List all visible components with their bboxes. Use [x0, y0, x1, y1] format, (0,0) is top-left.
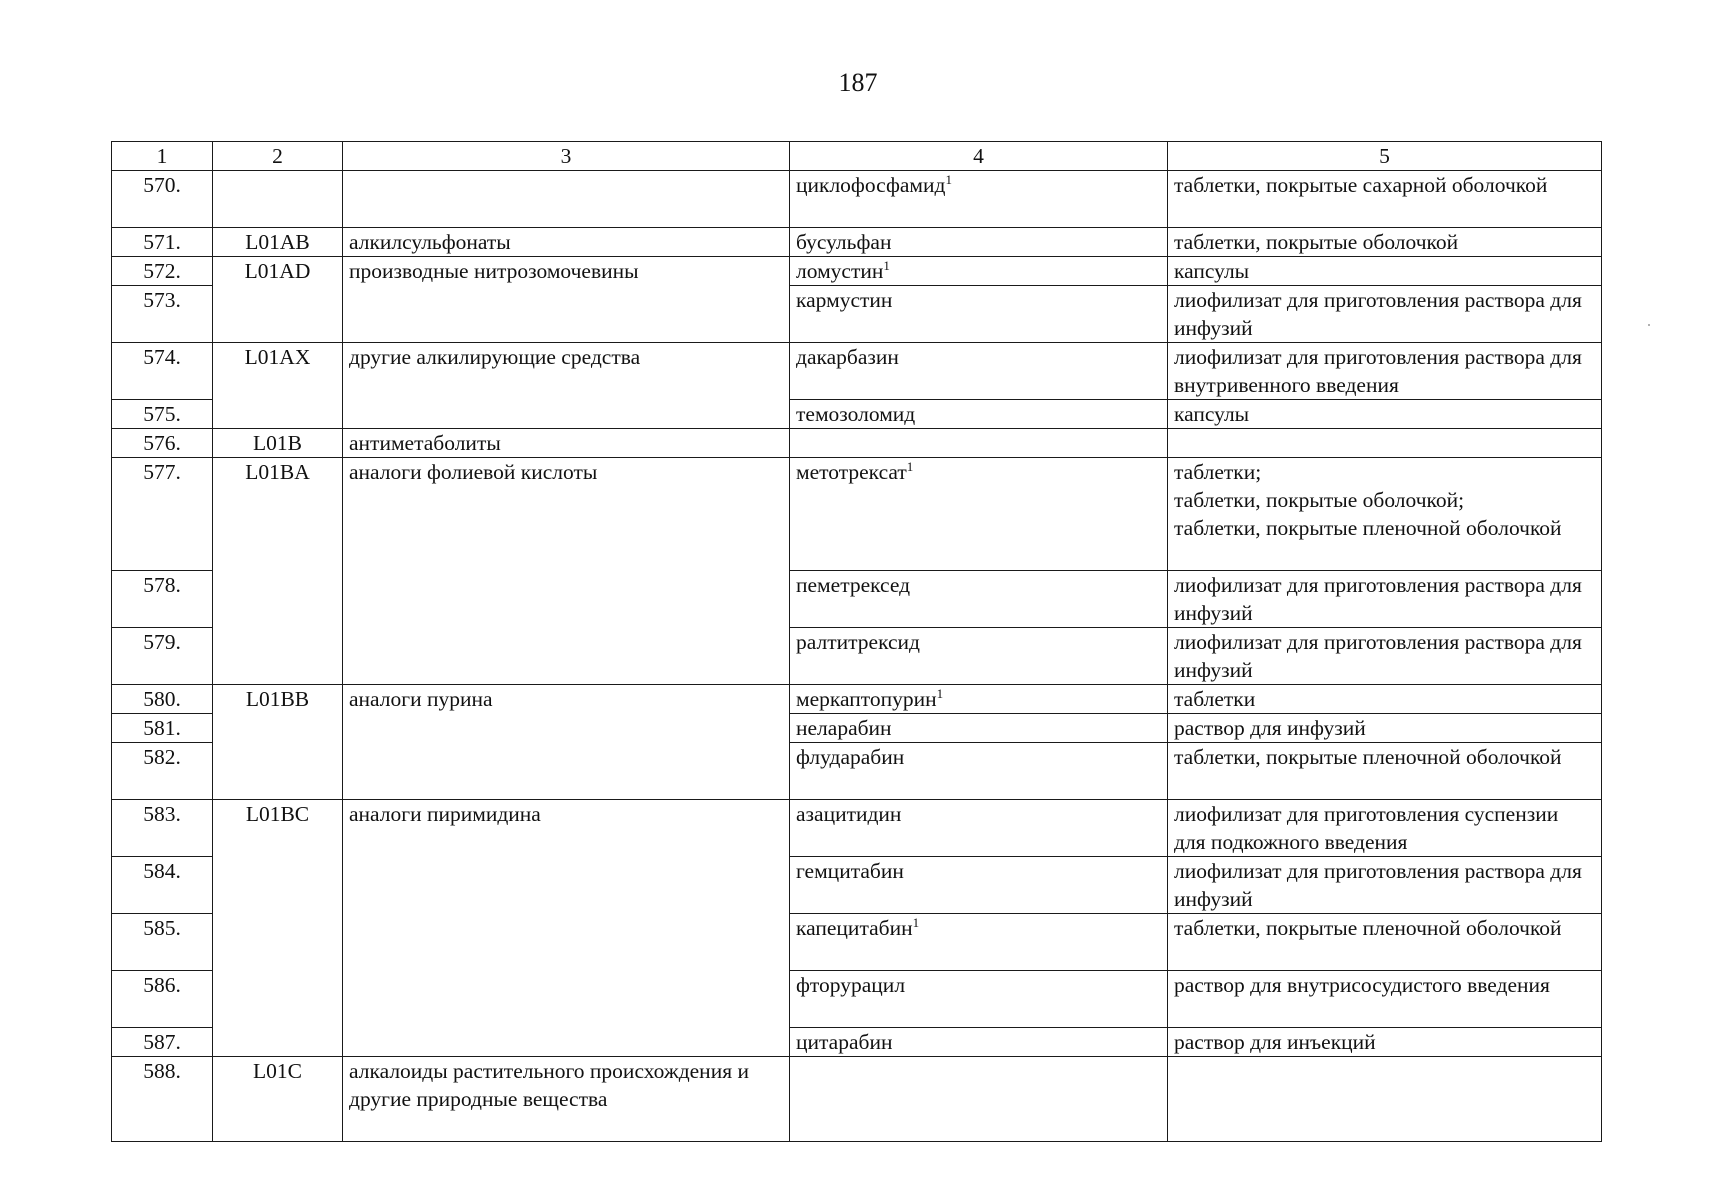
drug-name: неларабин	[790, 714, 1168, 743]
table-row	[112, 685, 1602, 714]
dosage-form: таблетки, покрытые оболочкой	[1168, 228, 1602, 257]
drug-name: гемцитабин	[790, 857, 1168, 914]
drug-name: метотрексат	[796, 460, 907, 484]
dosage-form: таблетки; таблетки, покрытые оболочкой; таблетки, покрытые пленочной оболочкой	[1168, 458, 1602, 571]
drug-name: циклофосфамид	[796, 173, 946, 197]
table-row	[112, 800, 1602, 857]
row-number: 586.	[112, 971, 213, 1028]
group-name: аналоги пиримидина	[343, 800, 790, 1057]
group-name: антиметаболиты	[343, 429, 790, 458]
group-name: аналоги фолиевой кислоты	[343, 458, 790, 685]
drug-name: кармустин	[790, 286, 1168, 343]
row-number: 588.	[112, 1057, 213, 1142]
row-number: 571.	[112, 228, 213, 257]
dosage-form: раствор для инъекций	[1168, 1028, 1602, 1057]
row-number: 572.	[112, 257, 213, 286]
row-number: 570.	[112, 171, 213, 228]
dosage-form	[1168, 1057, 1602, 1142]
atc-code: L01BA	[213, 458, 343, 685]
footnote-mark: 1	[945, 172, 952, 187]
table-row	[112, 228, 1602, 257]
atc-code: L01BB	[213, 685, 343, 800]
drug-name-cell	[790, 914, 1168, 971]
drug-name: ломустин	[796, 259, 884, 283]
drug-name-cell	[790, 685, 1168, 714]
dosage-form: лиофилизат для приготовления раствора для внутривенного введения	[1168, 343, 1602, 400]
group-name: алкалоиды растительного происхождения и другие природные вещества	[343, 1057, 790, 1142]
dosage-form: капсулы	[1168, 257, 1602, 286]
row-number: 579.	[112, 628, 213, 685]
drug-name-cell	[790, 458, 1168, 571]
group-name: алкилсульфонаты	[343, 228, 790, 257]
drug-list-table	[111, 141, 1602, 1142]
atc-code: L01AX	[213, 343, 343, 429]
page-number: 187	[838, 68, 878, 97]
drug-name	[790, 1057, 1168, 1142]
dosage-form: таблетки, покрытые пленочной оболочкой	[1168, 914, 1602, 971]
column-header-4: 4	[790, 142, 1168, 171]
table-row	[112, 343, 1602, 400]
table-row	[112, 1057, 1602, 1142]
drug-name-cell	[790, 171, 1168, 228]
dosage-form: лиофилизат для приготовления раствора для инфузий	[1168, 857, 1602, 914]
footnote-mark: 1	[883, 258, 890, 273]
dosage-form: таблетки	[1168, 685, 1602, 714]
drug-name: флударабин	[790, 743, 1168, 800]
drug-name: дакарбазин	[790, 343, 1168, 400]
drug-name: пеметрексед	[790, 571, 1168, 628]
footnote-mark: 1	[906, 459, 914, 474]
column-header-2: 2	[213, 142, 343, 171]
group-name: другие алкилирующие средства	[343, 343, 790, 429]
row-number: 584.	[112, 857, 213, 914]
atc-code: L01B	[213, 429, 343, 458]
drug-name: фторурацил	[790, 971, 1168, 1028]
dosage-form: лиофилизат для приготовления раствора для инфузий	[1168, 571, 1602, 628]
drug-name: бусульфан	[790, 228, 1168, 257]
dosage-form: таблетки, покрытые сахарной оболочкой	[1168, 171, 1602, 228]
table-header-row	[112, 142, 1602, 171]
dosage-form: таблетки, покрытые пленочной оболочкой	[1168, 743, 1602, 800]
atc-code: L01AB	[213, 228, 343, 257]
footnote-mark: 1	[936, 686, 944, 701]
drug-name: темозоломид	[790, 400, 1168, 429]
drug-name: цитарабин	[790, 1028, 1168, 1057]
table-row	[112, 257, 1602, 286]
dosage-form: капсулы	[1168, 400, 1602, 429]
row-number: 585.	[112, 914, 213, 971]
row-number: 583.	[112, 800, 213, 857]
column-header-3: 3	[343, 142, 790, 171]
group-cell	[343, 171, 790, 228]
column-header-1: 1	[112, 142, 213, 171]
dosage-form: лиофилизат для приготовления суспензии для подкожного введения	[1168, 800, 1602, 857]
row-number: 587.	[112, 1028, 213, 1057]
drug-name: ралтитрексид	[790, 628, 1168, 685]
dosage-form: раствор для внутрисосудистого введения	[1168, 971, 1602, 1028]
table-row	[112, 171, 1602, 228]
dosage-form: раствор для инфузий	[1168, 714, 1602, 743]
row-number: 577.	[112, 458, 213, 571]
dosage-form: лиофилизат для приготовления раствора для инфузий	[1168, 628, 1602, 685]
row-number: 573.	[112, 286, 213, 343]
drug-name	[790, 429, 1168, 458]
row-number: 575.	[112, 400, 213, 429]
row-number: 580.	[112, 685, 213, 714]
atc-code: L01C	[213, 1057, 343, 1142]
dosage-form: лиофилизат для приготовления раствора для инфузий	[1168, 286, 1602, 343]
drug-name-cell	[790, 257, 1168, 286]
atc-code: L01BC	[213, 800, 343, 1057]
row-number: 578.	[112, 571, 213, 628]
group-name: производные нитрозомочевины	[343, 257, 790, 343]
table-row	[112, 458, 1602, 571]
atc-code-cell	[213, 171, 343, 228]
table-row	[112, 429, 1602, 458]
drug-name: меркаптопурин	[796, 687, 937, 711]
drug-name: азацитидин	[790, 800, 1168, 857]
group-name: аналоги пурина	[343, 685, 790, 800]
footnote-mark: 1	[912, 915, 920, 930]
row-number: 581.	[112, 714, 213, 743]
scan-speck	[1648, 324, 1650, 326]
drug-name: капецитабин	[796, 916, 913, 940]
row-number: 574.	[112, 343, 213, 400]
column-header-5: 5	[1168, 142, 1602, 171]
dosage-form	[1168, 429, 1602, 458]
atc-code: L01AD	[213, 257, 343, 343]
row-number: 576.	[112, 429, 213, 458]
row-number: 582.	[112, 743, 213, 800]
